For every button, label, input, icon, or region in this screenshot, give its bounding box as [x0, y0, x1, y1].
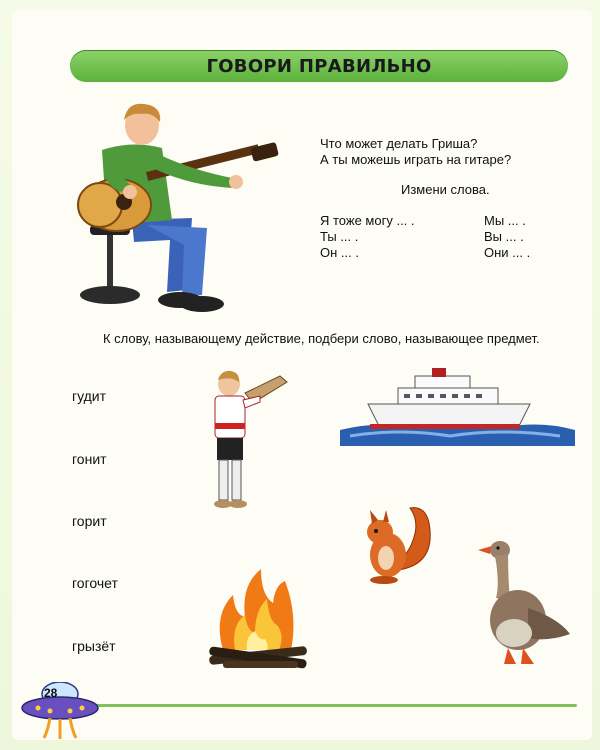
- phrase-right-1: Мы ... .: [484, 213, 526, 228]
- question-2: А ты можешь играть на гитаре?: [320, 152, 512, 167]
- phrase-left-2: Ты ... .: [320, 229, 359, 244]
- boy-with-guitar-illustration: [72, 100, 287, 315]
- ufo-icon: [20, 682, 100, 740]
- footer-line: [95, 704, 577, 707]
- shepherd-with-horn-illustration: [205, 368, 290, 518]
- question-1: Что может делать Гриша?: [320, 136, 478, 151]
- title-banner: [70, 50, 568, 82]
- word-1: гудит: [72, 388, 107, 404]
- instruction-text: К слову, называющему действие, подбери слово, называющее предмет.: [103, 331, 540, 346]
- word-2: гонит: [72, 451, 107, 467]
- page-title: ГОВОРИ ПРАВИЛЬНО: [206, 55, 432, 77]
- word-5: грызёт: [72, 638, 116, 654]
- phrase-left-1: Я тоже могу ... .: [320, 213, 415, 228]
- campfire-illustration: [203, 565, 313, 675]
- phrase-left-3: Он ... .: [320, 245, 359, 260]
- goose-illustration: [478, 538, 573, 670]
- word-3: горит: [72, 513, 107, 529]
- word-4: гогочет: [72, 575, 118, 591]
- task-text: Измени слова.: [401, 182, 490, 197]
- phrase-right-3: Они ... .: [484, 245, 531, 260]
- ship-illustration: [340, 368, 575, 450]
- phrase-right-2: Вы ... .: [484, 229, 524, 244]
- squirrel-illustration: [358, 500, 438, 585]
- page-number: 28: [44, 686, 58, 700]
